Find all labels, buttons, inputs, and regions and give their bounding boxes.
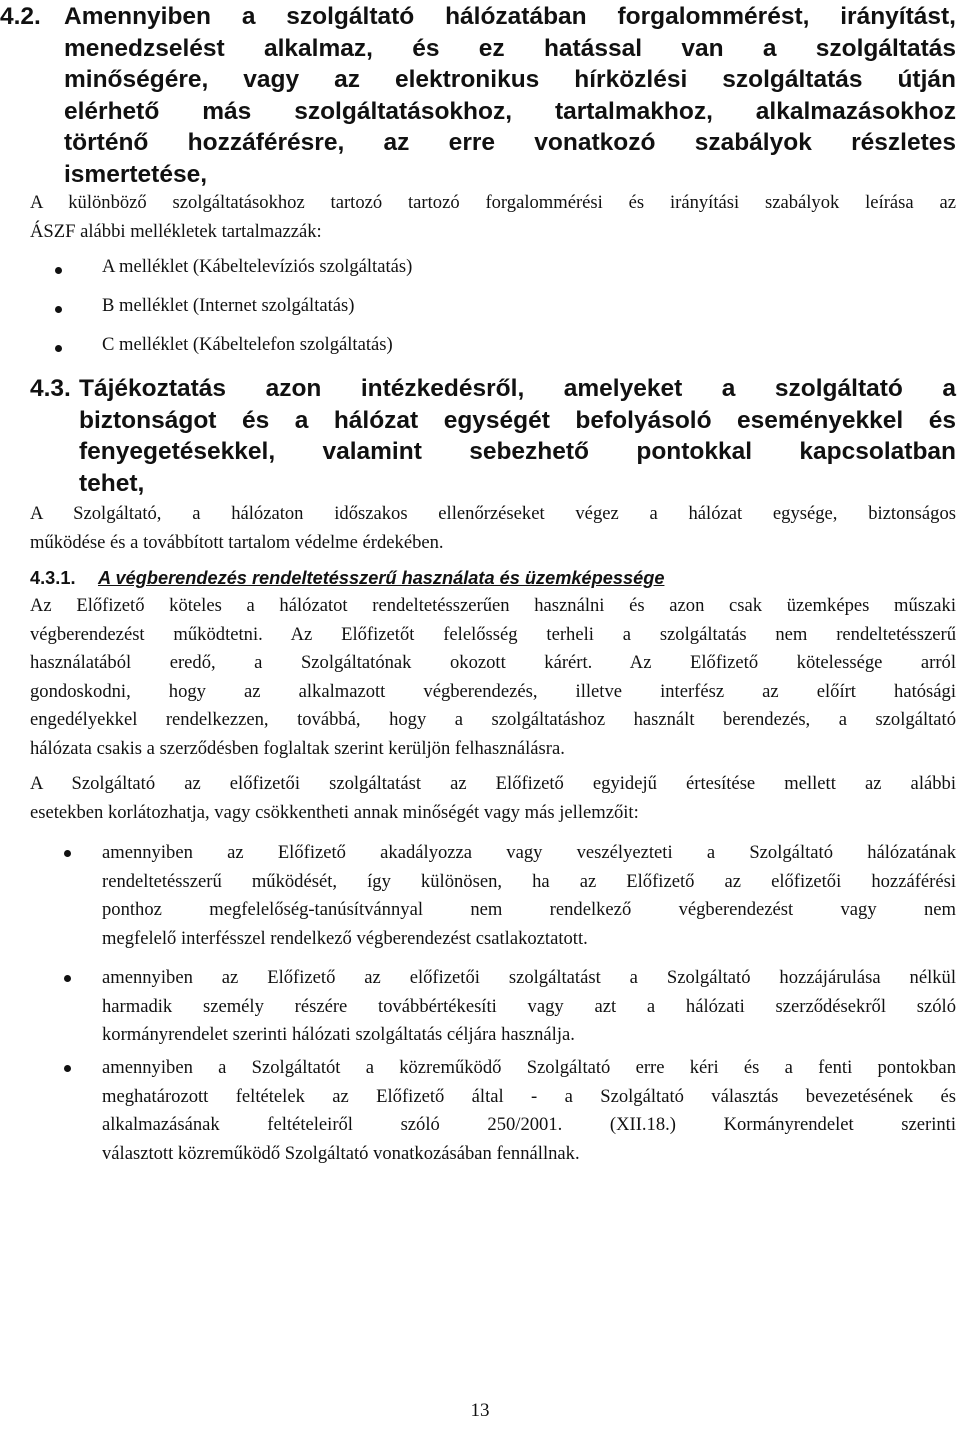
section-4-3-1-heading: [30, 566, 664, 590]
body-line: amennyiben az Előfizető akadályozza vagy veszélyezteti a Szolgáltató hálózatának: [102, 842, 956, 863]
body-line: amennyiben a Szolgáltatót a közreműködő Szolgáltató erre kéri és a fenti pontokban: [102, 1057, 956, 1078]
bullet-icon: [55, 267, 62, 274]
heading-line: tehet,: [79, 469, 145, 497]
bullet-icon: [64, 1065, 71, 1072]
section-number: 4.2.: [0, 3, 41, 30]
bullet-icon: [64, 975, 71, 982]
body-line: használatából eredő, a Szolgáltatónak okozott kárért. Az Előfizető kötelessége arról: [30, 652, 956, 673]
section-4-3-1-paragraph-1: [30, 592, 956, 763]
body-line: A Szolgáltató az előfizetői szolgáltatást az Előfizető egyidejű értesítése mellett az alábbi: [30, 773, 956, 794]
section-number: 4.3.: [30, 375, 71, 402]
heading-line: biztonságot és a hálózat egységét befolyásoló eseményekkel és: [79, 406, 956, 434]
annex-label: B melléklet (Internet szolgáltatás): [102, 295, 355, 316]
body-line: ponthoz megfelelőség-tanúsítvánnyal nem rendelkező végberendezést vagy nem: [102, 899, 956, 920]
bullet-icon: [55, 345, 62, 352]
heading-line: fenyegetésekkel, valamint sebezhető pontokkal kapcsolatban: [79, 438, 956, 465]
body-line: kormányrendelet szerinti hálózati szolgáltatás céljára használja.: [102, 1024, 575, 1045]
page-number: 13: [470, 1400, 490, 1421]
body-line: megfelelő interfésszel rendelkező végberendezést csatlakoztatott.: [102, 927, 588, 949]
heading-line: menedzselést alkalmaz, és ez hatással van a szolgáltatás: [64, 34, 956, 62]
body-line: végberendezést működtetni. Az Előfizetőt felelősség terheli a szolgáltatás nem rendeltetésszerű: [30, 623, 956, 645]
body-line: meghatározott feltételek az Előfizető által - a Szolgáltató választás bevezetésének és: [102, 1085, 956, 1107]
section-number: 4.3.1.: [30, 568, 76, 588]
annex-label: A melléklet (Kábeltelevíziós szolgáltatás): [102, 256, 413, 277]
heading-line: Tájékoztatás azon intézkedésről, amelyeket a szolgáltató a: [79, 375, 956, 402]
body-line: hálózata csakis a szerződésben foglaltak szerint kerüljön felhasználásra.: [30, 737, 565, 759]
body-line: esetekben korlátozhatja, vagy csökkentheti annak minőségét vagy más jellemzőit:: [30, 802, 639, 823]
section-4-2-heading: [0, 1, 956, 190]
body-line: gondoskodni, hogy az alkalmazott végberendezés, illetve interfész az előírt hatósági: [30, 680, 956, 702]
heading-line: minőségére, vagy az elektronikus hírközlési szolgáltatás útján: [64, 66, 956, 93]
body-line: Az Előfizető köteles a hálózatot rendeltetésszerűen használni és azon csak üzemképes műszaki: [30, 595, 956, 616]
section-4-2-body: [30, 188, 956, 246]
body-line: A különböző szolgáltatásokhoz tartozó tartozó forgalommérési és irányítási szabályok leírása az: [30, 192, 956, 213]
section-4-3-heading: [0, 373, 956, 499]
bullet-icon: [55, 306, 62, 313]
body-line: rendeltetésszerű működését, így különösen, ha az Előfizető az előfizetői hozzáférési: [102, 870, 956, 892]
body-line: A Szolgáltató, a hálózaton időszakos ellenőrzéseket végez a hálózat egysége, biztonságos: [30, 503, 956, 524]
body-line: engedélyekkel rendelkezzen, továbbá, hogy a szolgáltatáshoz használt berendezés, a szolgáltató: [30, 709, 956, 730]
body-line: működése és a továbbított tartalom védelme érdekében.: [30, 531, 444, 553]
section-4-3-1-paragraph-2: [30, 769, 956, 827]
heading-line: ismertetése,: [64, 160, 208, 188]
body-line: alkalmazásának feltételeiről szóló 250/2001. (XII.18.) Kormányrendelet szerinti: [102, 1114, 956, 1135]
section-4-3-body: [30, 500, 956, 557]
body-line: ÁSZF alábbi mellékletek tartalmazzák:: [30, 221, 322, 242]
heading-line: Amennyiben a szolgáltató hálózatában forgalommérést, irányítást,: [64, 3, 956, 30]
annex-label: C melléklet (Kábeltelefon szolgáltatás): [102, 334, 393, 355]
body-line: harmadik személy részére továbbértékesíti vagy azt a hálózati szerződésekről szóló: [102, 995, 956, 1017]
section-title: A végberendezés rendeltetésszerű használata és üzemképessége: [98, 568, 665, 588]
body-line: választott közreműködő Szolgáltató vonatkozásában fennállnak.: [102, 1142, 580, 1164]
heading-line: történő hozzáférésre, az erre vonatkozó szabályok részletes: [64, 129, 956, 156]
heading-line: elérhető más szolgáltatásokhoz, tartalmakhoz, alkalmazásokhoz: [64, 97, 956, 125]
bullet-icon: [64, 850, 71, 857]
body-line: amennyiben az Előfizető az előfizetői szolgáltatást a Szolgáltató hozzájárulása nélkül: [102, 967, 956, 988]
